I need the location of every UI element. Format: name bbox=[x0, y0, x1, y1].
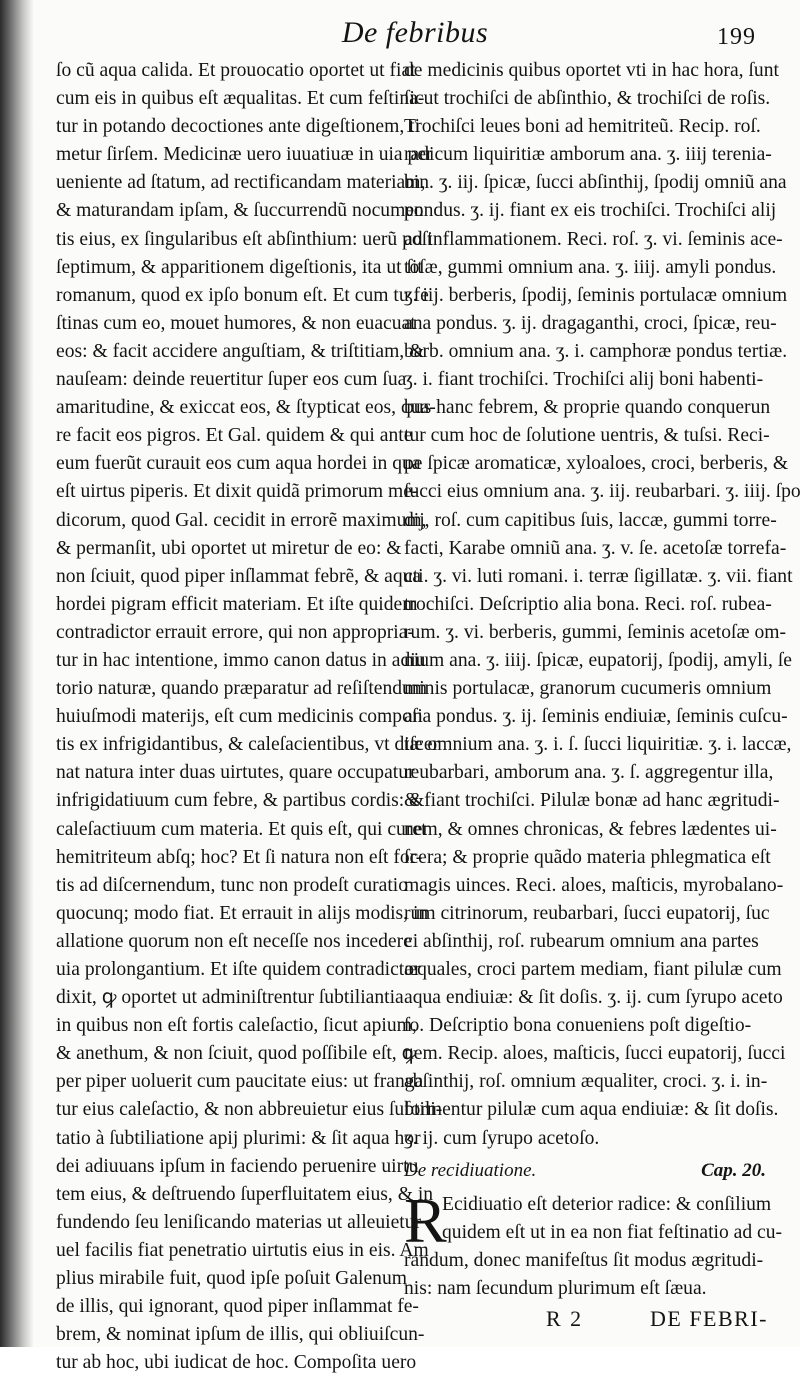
text-line: allatione quorum non eſt neceſſe nos incedere bbox=[56, 930, 412, 952]
text-line: aqua endiuiæ: & ſit doſis. ʒ. ij. cum ſyrupo aceto bbox=[404, 987, 783, 1009]
text-line: ſcera; & proprie quãdo materia phlegmatica eſt bbox=[404, 846, 771, 868]
text-line: ſtinas cum eo, mouet humores, & non euacuat bbox=[56, 312, 416, 334]
text-line: pe ſpicæ aromaticæ, xyloaloes, croci, berberis, & bbox=[404, 453, 789, 475]
text-line: ſo cũ aqua calida. Et prouocatio oportet ut fiat bbox=[56, 60, 416, 81]
text-line: ſo. Deſcriptio bona conueniens poſt digeſtio- bbox=[404, 1015, 752, 1037]
text-line: nem. Recip. aloes, maſticis, ſucci eupatorij, ſucci bbox=[404, 1043, 786, 1065]
text-line: uel facilis fiat penetratio uirtutis eius in eis. Am bbox=[56, 1239, 429, 1261]
text-line: ſucci eius omnium ana. ʒ. iij. reubarbari. ʒ. iiij. ſpo bbox=[404, 481, 801, 503]
text-line: amaritudine, & exiccat eos, & ſtypticat eos, qua- bbox=[56, 397, 436, 419]
text-line: ſeptimum, & apparitionem digeſtionis, ita ut ſit bbox=[56, 256, 423, 278]
text-line: bus hanc febrem, & proprie quando conquerun bbox=[404, 397, 771, 419]
text-line: magis uinces. Reci. aloes, maſticis, myrobalano- bbox=[404, 874, 784, 896]
text-line: infrigidatiuum cum febre, & partibus cordis: & bbox=[56, 790, 425, 812]
text-line: nem, & omnes chronicas, & febres lædentes ui- bbox=[404, 818, 777, 840]
text-line: ʒ. iij. berberis, ſpodij, ſeminis portulacæ omnium bbox=[404, 284, 788, 306]
chapter-label: Cap. 20. bbox=[701, 1159, 766, 1181]
text-line: nium ana. ʒ. iiij. ſpicæ, eupatorij, ſpodij, amyli, ſe bbox=[404, 649, 792, 671]
text-line: eum fuerũt curauit eos cum aqua hordei in qua bbox=[56, 453, 421, 475]
text-line: romanum, quod ex ipſo bonum eſt. Et cum tu fe bbox=[56, 284, 429, 306]
show-through-bleed bbox=[404, 1108, 783, 1288]
text-line: nis: nam ſecundum plurimum eſt ſæua. bbox=[404, 1277, 707, 1299]
text-line: eos: & facit accidere anguſtiam, & triſtitiam, & bbox=[56, 340, 425, 362]
text-line: tis ad diſcernendum, tunc non prodeſt curatio bbox=[56, 874, 409, 896]
text-line: æquales, croci partem mediam, fiant pilulæ cum bbox=[404, 959, 782, 980]
text-line: tur in hac intentione, immo canon datus in adiu bbox=[56, 649, 426, 671]
text-line: dij, roſ. cum capitibus ſuis, laccæ, gummi torre- bbox=[404, 509, 777, 531]
text-line: radicum liquiritiæ amborum ana. ʒ. iiij tereniа- bbox=[404, 144, 772, 166]
text-line: tur cum hoc de ſolutione uentris, & tuſsi. Reci- bbox=[404, 425, 770, 447]
text-line: eſt uirtus piperis. Et dixit quidã primorum me- bbox=[56, 481, 419, 503]
text-line: ana pondus. ʒ. ij. dragaganthi, croci, ſpicæ, reu- bbox=[404, 312, 777, 334]
binding-gutter-shadow bbox=[0, 0, 34, 1347]
text-line: Trochiſci leues boni ad hemitriteũ. Recip. roſ. bbox=[404, 116, 761, 138]
left-text-column bbox=[56, 57, 443, 1377]
text-line: metur ſirſem. Medicinæ uero iuuatiuæ in uia per bbox=[56, 144, 433, 166]
text-line: contradictor errauit errore, qui non appropria- bbox=[56, 621, 414, 643]
text-line: facti, Karabe omniũ ana. ʒ. v. ſe. acetoſæ torrefa- bbox=[404, 537, 787, 559]
text-line: minis portulacæ, granorum cucumeris omnium bbox=[404, 678, 772, 700]
signature-mark: R 2 bbox=[546, 1306, 584, 1331]
text-line: abſinthij, roſ. omnium æqualiter, croci. ʒ. i. in- bbox=[404, 1071, 768, 1093]
text-line: pondus. ʒ. ij. fiant ex eis trochiſci. Trochiſci alij bbox=[404, 200, 777, 222]
text-line: hordei pigram efficit materiam. Et iſte quidem bbox=[56, 593, 418, 615]
text-line: tis ex infrigidantibus, & caleſacientibus, vt diſcer bbox=[56, 734, 440, 756]
text-line: re facit eos pigros. Et Gal. quidem & qui ante bbox=[56, 425, 413, 447]
right-column-lines bbox=[404, 57, 801, 1153]
text-line: quocunq; modo fiat. Et errauit in alijs modis, in bbox=[56, 902, 429, 924]
text-line: nauſeam: deinde reuertitur ſuper eos cum ſua bbox=[56, 369, 407, 391]
text-line: de illis, qui ignorant, quod piper inſlammat fe- bbox=[56, 1296, 419, 1318]
text-line: reubarbari, amborum ana. ʒ. ſ. aggregentur illa, bbox=[404, 762, 774, 784]
chapter-title: De recidiuatione. bbox=[404, 1159, 537, 1181]
text-line: ci abſinthij, roſ. rubearum omnium ana partes bbox=[404, 930, 759, 952]
text-line: dei adiuuans ipſum in faciendo peruenire uirtu bbox=[56, 1155, 419, 1177]
text-line: brem, & nominat ipſum de illis, qui obliuiſcun- bbox=[56, 1324, 425, 1346]
text-line: huiuſmodi materijs, eſt cum medicinis compoſi bbox=[56, 706, 423, 728]
text-line: ana pondus. ʒ. ij. ſeminis endiuiæ, ſeminis cuſcu- bbox=[404, 706, 788, 728]
text-line: & anethum, & non ſciuit, quod poſſibile eſt, ꝙ bbox=[56, 1043, 417, 1065]
drop-capital: R bbox=[404, 1184, 447, 1256]
text-line: torio naturæ, quando præparatur ad reſiſtendum bbox=[56, 678, 428, 700]
text-line: de medicinis quibus oportet vti in hac hora, ſunt bbox=[404, 60, 779, 81]
text-line: ʒ. i. fiant trochiſci. Trochiſci alij boni habenti- bbox=[404, 369, 764, 391]
text-line: ad inflammationem. Reci. roſ. ʒ. vi. ſeminis ace- bbox=[404, 228, 783, 250]
text-line: ueniente ad ſtatum, ad rectificandam materiam, bbox=[56, 172, 426, 194]
text-line: uia prolongantium. Et iſte quidem contradictor bbox=[56, 959, 421, 980]
text-line: fundendo ſeu leniſicando materias ut alleuietur bbox=[56, 1211, 422, 1233]
text-line: ʒ. ij. cum ſyrupo acetoſo. bbox=[404, 1127, 600, 1149]
text-line: Ecidiuatio eſt deterior radice: & conſilium bbox=[442, 1193, 772, 1215]
text-line: tur ab hoc, ubi iudicat de hoc. Compoſita uero bbox=[56, 1352, 417, 1374]
text-line: & permanſit, ubi oportet ut miretur de eo: & bbox=[56, 537, 402, 559]
text-line: barb. omnium ana. ʒ. i. camphoræ pondus tertiæ. bbox=[404, 340, 788, 362]
text-line: tæ omnium ana. ʒ. i. ſ. ſucci liquiritiæ. ʒ. i. laccæ, bbox=[404, 734, 792, 756]
text-line: non ſciuit, quod piper inſlammat febrẽ, & aqua bbox=[56, 565, 422, 587]
text-line: bin. ʒ. iij. ſpicæ, ſucci abſinthij, ſpodij omniũ ana bbox=[404, 172, 787, 194]
text-line: rum. ʒ. vi. berberis, gummi, ſeminis acetoſæ om- bbox=[404, 621, 787, 643]
text-line: dicorum, quod Gal. cecidit in errorẽ maximum, bbox=[56, 509, 427, 531]
text-line: plius mirabile fuit, quod ipſe poſuit Galenum bbox=[56, 1268, 408, 1290]
text-line: & maturandam ipſam, & ſuccurrendũ nocumen bbox=[56, 200, 424, 222]
text-line: & fiant trochiſci. Pilulæ bonæ ad hanc ægritudi- bbox=[404, 790, 780, 812]
catchword: DE FEBRI- bbox=[650, 1306, 768, 1331]
text-line: cum eis in quibus eſt æqualitas. Et cum feſtina- bbox=[56, 88, 425, 110]
text-line: hemitriteum abſq; hoc? Et ſi natura non eſt for- bbox=[56, 846, 423, 868]
text-line: tur eius caleſactio, & non abbreuietur eius ſubtili- bbox=[56, 1099, 443, 1121]
text-line: formentur pilulæ cum aqua endiuiæ: & ſit doſis. bbox=[404, 1099, 779, 1121]
text-line: tur in potando decoctiones ante digeſtionem, ti bbox=[56, 116, 421, 138]
text-line: tem eius, & deſtruendo ſuperfluitatem eius, & in bbox=[56, 1183, 434, 1205]
text-line: dixit, ꝙ oportet ut adminiſtrentur ſubtiliantia bbox=[56, 987, 404, 1009]
text-line: nat natura inter duas uirtutes, quare occupatur bbox=[56, 762, 415, 784]
text-line: ſicut trochiſci de abſinthio, & trochiſci de roſis. bbox=[404, 88, 771, 110]
text-line: tis eius, ex ſingularibus eſt abſinthium: uerũ poſt bbox=[56, 228, 433, 250]
text-line: randum, donec manifeſtus ſit modus ægritudi- bbox=[404, 1249, 764, 1271]
text-line: per piper uoluerit cum paucitate eius: ut franga bbox=[56, 1071, 424, 1093]
text-line: caleſactiuum cum materia. Et quis eſt, qui curet bbox=[56, 818, 427, 840]
text-line: tatio à ſubtiliatione apij plurimi: & ſit aqua hor bbox=[56, 1127, 421, 1149]
text-line: rum citrinorum, reubarbari, ſucci eupatorij, ſuc bbox=[404, 902, 770, 924]
text-line: cti. ʒ. vi. luti romani. i. terræ ſigillatæ. ʒ. vii. fiant bbox=[404, 565, 793, 587]
text-line: in quibus non eſt fortis caleſactio, ſicut apium, bbox=[56, 1015, 417, 1037]
text-line: quidem eſt ut in ea non fiat feſtinatio ad cu- bbox=[442, 1221, 783, 1243]
running-title: De febribus bbox=[341, 16, 489, 49]
text-line: toſæ, gummi omnium ana. ʒ. iiij. amyli pondus. bbox=[404, 256, 777, 278]
text-line: trochiſci. Deſcriptio alia bona. Reci. roſ. rubea- bbox=[404, 593, 772, 615]
page-number: 199 bbox=[717, 24, 756, 50]
